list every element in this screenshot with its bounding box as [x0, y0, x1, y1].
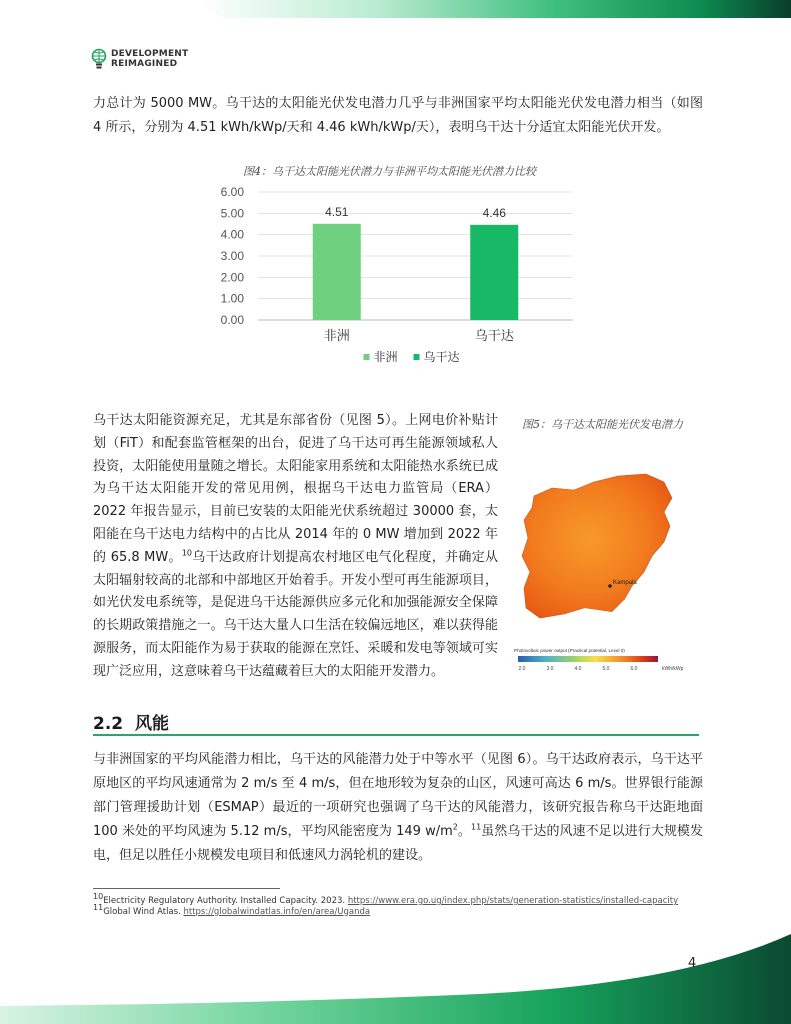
- map-scale-tick: 2.0: [518, 666, 526, 672]
- map-legend-title: Photovoltaic power output (Practical potential, Level 0): [514, 648, 625, 653]
- map-scale-unit: kWh/kWp: [662, 666, 684, 672]
- bar-value-label: 4.46: [482, 205, 506, 220]
- lightbulb-globe-icon: [91, 48, 107, 70]
- footnote-ref-11[interactable]: 11: [470, 822, 482, 832]
- figure-4-bar-chart: [213, 180, 578, 380]
- legend-label: 非洲: [373, 350, 398, 364]
- map-scale-tick: 3.0: [546, 666, 554, 672]
- logo-line-2: REIMAGINED: [111, 59, 178, 69]
- wind-paragraph-part-3: 虽然乌干达的风速不足以进行大规模发电，但足以胜任小规模发电项目和低速风力涡轮机的建设。: [93, 824, 703, 863]
- intro-paragraph: 力总计为 5000 MW。乌干达的太阳能光伏发电潜力几乎与非洲国家平均太阳能光伏发电潜力相当（如图 4 所示，分别为 4.51 kWh/kWp/天和 4.46 kWh/kWp/天），表明乌干达十分适宜太阳能光伏开发。: [93, 96, 703, 135]
- y-tick-label: 4.00: [220, 227, 244, 242]
- y-tick-label: 2.00: [220, 270, 244, 285]
- kampala-label: Kampala: [613, 580, 637, 586]
- footnote-11-text: Global Wind Atlas.: [103, 906, 184, 917]
- y-tick-label: 5.00: [220, 206, 244, 221]
- figure-4-caption: 图4：乌干达太阳能光伏潜力与非洲平均太阳能光伏潜力比较: [243, 165, 536, 178]
- uganda-outline-shape: [522, 474, 672, 618]
- uganda-pv-map: [514, 468, 690, 676]
- superscript-2: 2: [452, 822, 458, 832]
- map-scale-tick: 6.0: [630, 666, 638, 672]
- footnote-10-text: Electricity Regulatory Authority. Installed Capacity. 2023.: [103, 896, 348, 906]
- footnote-10: [93, 892, 693, 907]
- map-scale-tick: 4.0: [574, 666, 582, 672]
- footnotes: [93, 892, 693, 917]
- legend-label: 乌干达: [423, 350, 460, 364]
- x-category-label: 非洲: [323, 329, 350, 344]
- section-number: 2.2: [93, 714, 124, 734]
- page-number: 4: [688, 956, 697, 971]
- footnote-11-link[interactable]: https://globalwindatlas.info/en/area/Uganda: [183, 906, 371, 917]
- development-reimagined-logo: [91, 48, 188, 70]
- footnote-ref-10[interactable]: 10: [181, 548, 192, 558]
- figure-5-caption: 图5：乌干达太阳能光伏发电潜力: [522, 418, 683, 431]
- wind-paragraph-part-2: 。: [457, 824, 471, 839]
- section-divider: [93, 734, 699, 736]
- section-2-2-heading: [93, 709, 169, 734]
- y-tick-label: 6.00: [220, 185, 244, 199]
- logo-line-1: DEVELOPMENT: [111, 49, 189, 59]
- wind-paragraph: [93, 748, 703, 868]
- footnote-10-link[interactable]: https://www.era.go.ug/index.php/stats/generation-statistics/installed-capacity: [347, 896, 679, 906]
- y-tick-label: 3.00: [220, 249, 244, 263]
- legend-swatch: [414, 354, 420, 360]
- bar-uganda: [470, 225, 518, 320]
- map-color-scale: [518, 656, 658, 662]
- bar-africa: [313, 224, 361, 320]
- footnote-11: [93, 902, 693, 918]
- section-title-text: 风能: [134, 714, 169, 734]
- footnote-divider: [93, 888, 280, 889]
- bottom-decorative-wave: [0, 934, 791, 1024]
- kampala-marker-icon: [608, 584, 612, 588]
- footnote-11-number: 11: [93, 902, 104, 912]
- legend-swatch: [364, 354, 370, 360]
- bar-value-label: 4.51: [325, 204, 349, 219]
- top-decorative-bar: [0, 0, 791, 18]
- footnote-10-number: 10: [93, 892, 104, 902]
- wind-paragraph-part-1: 与非洲国家的平均风能潜力相比，乌干达的风能潜力处于中等水平（见图 6）。乌干达政府表示，乌干达平原地区的平均风速通常为 2 m/s 至 4 m/s，但在地形较为复杂的山区，风速可高达 6 m/s。世界银行能源部门管理援助计划（ESMAP）最近的一项研究也强调了乌干达的风能潜力，该研究报告称乌干达距地面 100 米处的平均风速为 5.12 m/s，平均风能密度为 149 w/m: [93, 752, 703, 839]
- figure-5-solar-map: [514, 468, 690, 676]
- y-tick-label: 1.00: [220, 291, 244, 306]
- solar-paragraph-part-2: 乌干达政府计划提高农村地区电气化程度，并确定从太阳辐射较高的北部和中部地区开始着手。开发小型可再生能源项目，如光伏发电系统等，是促进乌干达能源供应多元化和加强能源安全保障的长期政策措施之一。乌干达大量人口生活在较偏远地区，难以获得能源服务，而太阳能作为易于获取的能源在烹饪、采暖和发电等领域可实现广泛应用，这意味着乌干达蕴藏着巨大的太阳能开发潜力。: [93, 549, 498, 679]
- solar-paragraph-part-1: 乌干达太阳能资源充足，尤其是东部省份（见图 5）。上网电价补贴计划（FiT）和配套监管框架的出台，促进了乌干达可再生能源领域私人投资，太阳能使用量随之增长。太阳能家用系统和太阳能热水系统已成为乌干达太阳能开发的常见用例，根据乌干达电力监管局（ERA）2022 年报告显示，目前已安装的太阳能光伏系统超过 30000 套，太阳能在乌干达电力结构中的占比从 2014 年的 0 MW 增加到 2022 年的 65.8 MW。: [93, 413, 498, 565]
- logo-wordmark: [111, 49, 188, 69]
- y-tick-label: 0.00: [220, 313, 244, 327]
- map-scale-tick: 5.0: [602, 666, 610, 672]
- x-category-label: 乌干达: [474, 329, 514, 344]
- solar-paragraph: [93, 410, 498, 684]
